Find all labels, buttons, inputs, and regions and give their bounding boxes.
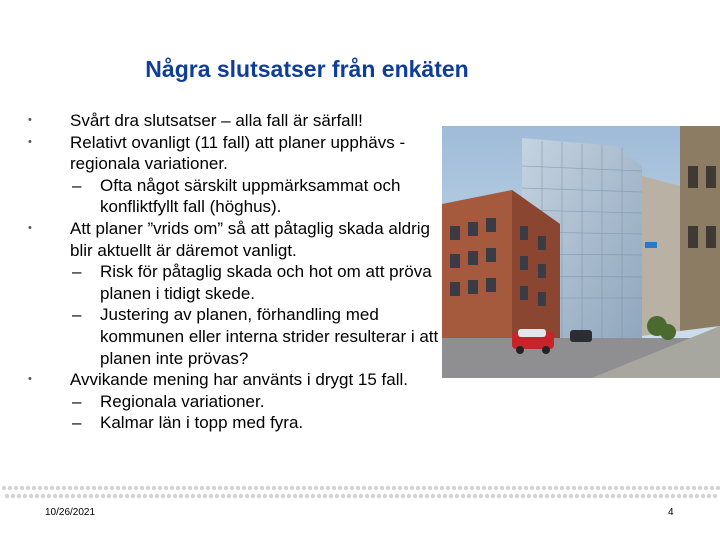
pattern-dot (590, 486, 594, 490)
pattern-dot (659, 494, 663, 498)
sub-bullet-text: Kalmar län i topp med fyra. (100, 413, 304, 433)
pattern-dot (575, 494, 579, 498)
pattern-dot (689, 494, 693, 498)
sub-bullet-dash: – (72, 413, 82, 433)
pattern-dot (101, 494, 105, 498)
pattern-dot (59, 494, 63, 498)
bullet-text: Att planer ”vrids om” så att påtaglig skada aldrig blir aktuellt är däremot vanligt. (70, 218, 431, 260)
pattern-dot (362, 486, 366, 490)
dot-pattern-divider (0, 483, 720, 501)
pattern-dot (113, 494, 117, 498)
pattern-dot (500, 486, 504, 490)
pattern-dot (530, 486, 534, 490)
pattern-dot (395, 494, 399, 498)
pattern-dot (494, 486, 498, 490)
pattern-dot (2, 486, 6, 490)
bullet-dot: • (28, 114, 32, 126)
pattern-dot (77, 494, 81, 498)
pattern-dot (368, 486, 372, 490)
pattern-dot (284, 486, 288, 490)
pattern-dot (407, 494, 411, 498)
pattern-dot (146, 486, 150, 490)
pattern-dot (710, 486, 714, 490)
bullet-text: Svårt dra slutsatser – alla fall är särfall! (70, 111, 363, 130)
pattern-dot (260, 486, 264, 490)
pattern-dot (461, 494, 465, 498)
pattern-dot (167, 494, 171, 498)
bullet-item (28, 218, 448, 261)
pattern-dot (89, 494, 93, 498)
pattern-dot (704, 486, 708, 490)
pattern-dot (275, 494, 279, 498)
sub-bullet-dash: – (72, 305, 82, 325)
pattern-dot (566, 486, 570, 490)
pattern-dot (488, 486, 492, 490)
pattern-dot (128, 486, 132, 490)
pattern-dot (290, 486, 294, 490)
pattern-dot (599, 494, 603, 498)
pattern-dot (251, 494, 255, 498)
sub-bullet-item (28, 175, 448, 218)
pattern-dot (383, 494, 387, 498)
sub-bullet-item (28, 261, 448, 304)
pattern-dot (692, 486, 696, 490)
pattern-dot (608, 486, 612, 490)
pattern-dot (47, 494, 51, 498)
pattern-dot (125, 494, 129, 498)
pattern-dot (194, 486, 198, 490)
pattern-dot (707, 494, 711, 498)
pattern-dot (614, 486, 618, 490)
pattern-dot (212, 486, 216, 490)
pattern-dot (32, 486, 36, 490)
pattern-dot (224, 486, 228, 490)
pattern-dot (215, 494, 219, 498)
pattern-dot (296, 486, 300, 490)
pattern-dot (641, 494, 645, 498)
pattern-dot (347, 494, 351, 498)
pattern-dot (317, 494, 321, 498)
pattern-dot (263, 494, 267, 498)
pattern-dot (53, 494, 57, 498)
pattern-dot (245, 494, 249, 498)
pattern-dot (449, 494, 453, 498)
pattern-dot (56, 486, 60, 490)
bullet-dot: • (28, 221, 32, 234)
pattern-dot (140, 486, 144, 490)
pattern-dot (104, 486, 108, 490)
pattern-dot (506, 486, 510, 490)
pattern-dot (359, 494, 363, 498)
pattern-dot (107, 494, 111, 498)
pattern-dot (647, 494, 651, 498)
pattern-dot (485, 494, 489, 498)
pattern-dot (323, 494, 327, 498)
pattern-dot (680, 486, 684, 490)
pattern-dot (593, 494, 597, 498)
pattern-dot (674, 486, 678, 490)
pattern-dot (572, 486, 576, 490)
pattern-dot (122, 486, 126, 490)
sub-bullet-text: Risk för påtaglig skada och hot om att pröva planen i tidigt skede. (100, 262, 432, 303)
pattern-dot (635, 494, 639, 498)
pattern-dot (248, 486, 252, 490)
pattern-dot (308, 486, 312, 490)
pattern-dot (95, 494, 99, 498)
pattern-dot (509, 494, 513, 498)
pattern-dot (512, 486, 516, 490)
pattern-dot (713, 494, 717, 498)
pattern-dot (152, 486, 156, 490)
pattern-dot (665, 494, 669, 498)
pattern-dot (404, 486, 408, 490)
pattern-dot (650, 486, 654, 490)
pattern-dot (518, 486, 522, 490)
pattern-dot (353, 494, 357, 498)
pattern-dot (656, 486, 660, 490)
pattern-dot (431, 494, 435, 498)
pattern-dot (662, 486, 666, 490)
pattern-dot (482, 486, 486, 490)
pattern-dot (239, 494, 243, 498)
pattern-dot (227, 494, 231, 498)
pattern-dot (134, 486, 138, 490)
pattern-dot (110, 486, 114, 490)
pattern-dot (491, 494, 495, 498)
pattern-dot (173, 494, 177, 498)
pattern-dot (581, 494, 585, 498)
pattern-dot (686, 486, 690, 490)
pattern-dot (671, 494, 675, 498)
pattern-dot (554, 486, 558, 490)
pattern-dot (503, 494, 507, 498)
sub-bullet-dash: – (72, 175, 82, 195)
sub-bullet-item (28, 391, 448, 413)
pattern-dot (314, 486, 318, 490)
pattern-dot (668, 486, 672, 490)
pattern-dot (326, 486, 330, 490)
pattern-dot (335, 494, 339, 498)
sub-bullet-dash: – (72, 391, 82, 411)
pattern-dot (638, 486, 642, 490)
pattern-dot (11, 494, 15, 498)
pattern-dot (569, 494, 573, 498)
pattern-dot (392, 486, 396, 490)
pattern-dot (629, 494, 633, 498)
pattern-dot (116, 486, 120, 490)
pattern-dot (611, 494, 615, 498)
pattern-dot (632, 486, 636, 490)
pattern-dot (311, 494, 315, 498)
pattern-dot (41, 494, 45, 498)
pattern-dot (716, 486, 720, 490)
pattern-dot (191, 494, 195, 498)
pattern-dot (179, 494, 183, 498)
pattern-dot (164, 486, 168, 490)
pattern-dot (524, 486, 528, 490)
pattern-dot (434, 486, 438, 490)
pattern-dot (557, 494, 561, 498)
pattern-dot (158, 486, 162, 490)
pattern-dot (416, 486, 420, 490)
pattern-dot (161, 494, 165, 498)
pattern-dot (476, 486, 480, 490)
bullet-dot: • (28, 135, 32, 148)
pattern-dot (68, 486, 72, 490)
pattern-dot (38, 486, 42, 490)
pattern-dot (515, 494, 519, 498)
pattern-dot (683, 494, 687, 498)
pattern-dot (287, 494, 291, 498)
pattern-dot (521, 494, 525, 498)
pattern-dot (200, 486, 204, 490)
pattern-dot (473, 494, 477, 498)
pattern-dot (203, 494, 207, 498)
pattern-dot (149, 494, 153, 498)
pattern-dot (206, 486, 210, 490)
pattern-dot (533, 494, 537, 498)
pattern-dot (92, 486, 96, 490)
pattern-dot (278, 486, 282, 490)
pattern-dot (98, 486, 102, 490)
pattern-dot (221, 494, 225, 498)
pattern-dot (443, 494, 447, 498)
pattern-dot (281, 494, 285, 498)
pattern-dot (257, 494, 261, 498)
bullet-list (28, 110, 448, 434)
pattern-dot (44, 486, 48, 490)
pattern-dot (236, 486, 240, 490)
pattern-dot (329, 494, 333, 498)
pattern-dot (86, 486, 90, 490)
pattern-dot (551, 494, 555, 498)
pattern-dot (299, 494, 303, 498)
pattern-dot (305, 494, 309, 498)
pattern-dot (20, 486, 24, 490)
pattern-dot (626, 486, 630, 490)
pattern-dot (341, 494, 345, 498)
pattern-dot (623, 494, 627, 498)
pattern-dot (50, 486, 54, 490)
pattern-dot (587, 494, 591, 498)
pattern-dot (119, 494, 123, 498)
pattern-dot (131, 494, 135, 498)
pattern-dot (293, 494, 297, 498)
bullet-item (28, 110, 448, 132)
pattern-dot (437, 494, 441, 498)
pattern-dot (425, 494, 429, 498)
pattern-dot (470, 486, 474, 490)
pattern-dot (143, 494, 147, 498)
sub-bullet-item (28, 412, 448, 434)
pattern-dot (5, 494, 9, 498)
bullet-dot: • (28, 373, 32, 386)
pattern-dot (419, 494, 423, 498)
pattern-dot (74, 486, 78, 490)
pattern-dot (218, 486, 222, 490)
pattern-dot (620, 486, 624, 490)
pattern-dot (155, 494, 159, 498)
pattern-dot (8, 486, 12, 490)
pattern-dot (677, 494, 681, 498)
bullet-item (28, 132, 448, 175)
pattern-dot (23, 494, 27, 498)
pattern-dot (320, 486, 324, 490)
pattern-dot (701, 494, 705, 498)
pattern-dot (233, 494, 237, 498)
pattern-dot (560, 486, 564, 490)
pattern-dot (182, 486, 186, 490)
pattern-dot (365, 494, 369, 498)
pattern-dot (413, 494, 417, 498)
pattern-dot (617, 494, 621, 498)
sub-bullet-dash: – (72, 262, 82, 282)
pattern-dot (374, 486, 378, 490)
pattern-dot (302, 486, 306, 490)
pattern-dot (410, 486, 414, 490)
pattern-dot (242, 486, 246, 490)
pattern-dot (344, 486, 348, 490)
pattern-dot (350, 486, 354, 490)
pattern-dot (188, 486, 192, 490)
pattern-dot (398, 486, 402, 490)
pattern-dot (332, 486, 336, 490)
pattern-dot (254, 486, 258, 490)
pattern-dot (584, 486, 588, 490)
pattern-dot (578, 486, 582, 490)
pattern-dot (644, 486, 648, 490)
pattern-dot (197, 494, 201, 498)
pattern-dot (17, 494, 21, 498)
pattern-dot (467, 494, 471, 498)
pattern-dot (65, 494, 69, 498)
pattern-dot (230, 486, 234, 490)
pattern-dot (266, 486, 270, 490)
sub-bullet-item (28, 304, 448, 369)
pattern-dot (377, 494, 381, 498)
pattern-dot (458, 486, 462, 490)
pattern-dot (545, 494, 549, 498)
pattern-dot (479, 494, 483, 498)
pattern-dot (452, 486, 456, 490)
pattern-dot (422, 486, 426, 490)
pattern-dot (428, 486, 432, 490)
pattern-dot (80, 486, 84, 490)
street-photo (442, 126, 720, 378)
pattern-dot (464, 486, 468, 490)
pattern-dot (137, 494, 141, 498)
pattern-dot (29, 494, 33, 498)
slide-title: Några slutsatser från enkäten (145, 56, 469, 82)
bullet-item (28, 369, 448, 391)
pattern-dot (35, 494, 39, 498)
sub-bullet-text: Justering av planen, förhandling med kommunen eller interna strider resulterar i att planen inte prövas? (100, 305, 439, 368)
footer-date: 10/26/2021 (45, 507, 96, 518)
pattern-dot (446, 486, 450, 490)
pattern-dot (542, 486, 546, 490)
pattern-dot (455, 494, 459, 498)
pattern-dot (596, 486, 600, 490)
pattern-dot (185, 494, 189, 498)
pattern-dot (176, 486, 180, 490)
pattern-dot (605, 494, 609, 498)
pattern-dot (653, 494, 657, 498)
pattern-dot (62, 486, 66, 490)
pattern-dot (170, 486, 174, 490)
pattern-dot (71, 494, 75, 498)
pattern-dot (440, 486, 444, 490)
pattern-dot (83, 494, 87, 498)
pattern-dot (602, 486, 606, 490)
pattern-dot (14, 486, 18, 490)
pattern-dot (698, 486, 702, 490)
pattern-dot (548, 486, 552, 490)
pattern-dot (269, 494, 273, 498)
pattern-dot (272, 486, 276, 490)
page-number: 4 (668, 507, 674, 518)
pattern-dot (527, 494, 531, 498)
sub-bullet-text: Ofta något särskilt uppmärksammat och konfliktfyllt fall (höghus). (100, 175, 401, 217)
pattern-dot (497, 494, 501, 498)
pattern-dot (386, 486, 390, 490)
pattern-dot (389, 494, 393, 498)
bullet-text: Avvikande mening har använts i drygt 15 fall. (70, 370, 408, 390)
sub-bullet-text: Regionala variationer. (100, 391, 265, 411)
pattern-dot (26, 486, 30, 490)
pattern-dot (563, 494, 567, 498)
pattern-dot (536, 486, 540, 490)
pattern-dot (539, 494, 543, 498)
pattern-dot (371, 494, 375, 498)
pattern-dot (401, 494, 405, 498)
pattern-dot (356, 486, 360, 490)
pattern-dot (338, 486, 342, 490)
pattern-dot (209, 494, 213, 498)
pattern-dot (380, 486, 384, 490)
pattern-dot (695, 494, 699, 498)
bullet-text: Relativt ovanligt (11 fall) att planer upphävs - regionala variationer. (70, 132, 406, 174)
